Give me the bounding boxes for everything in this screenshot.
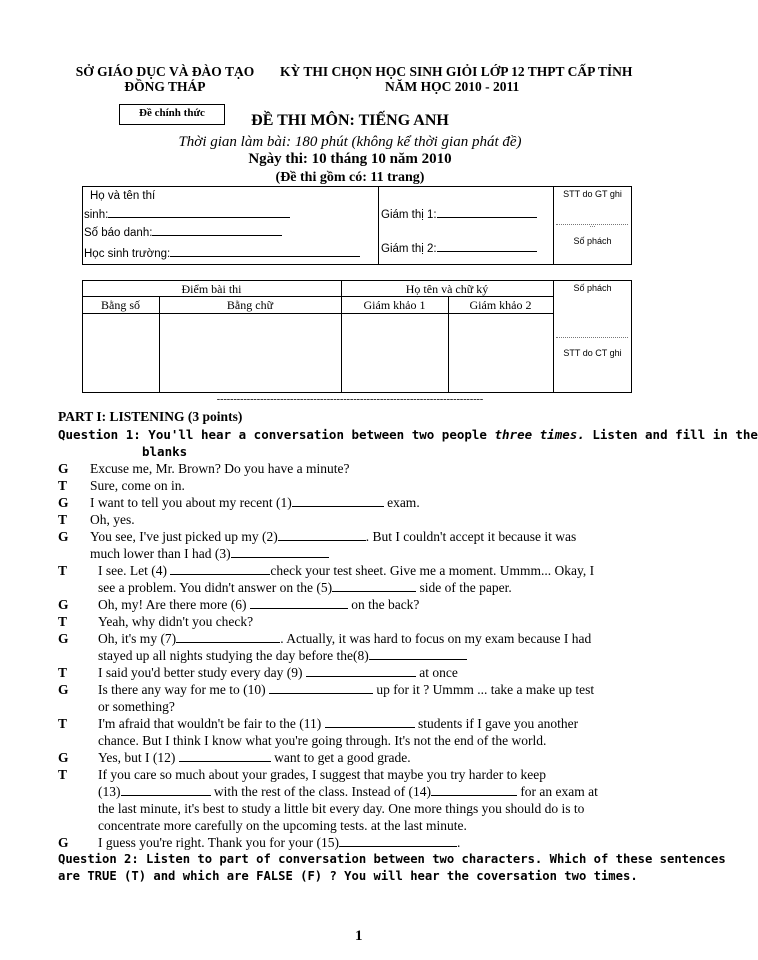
question2-title: Question 2: Listen to part of conversation between two characters. Which of these sentences xyxy=(58,852,726,866)
speaker: G xyxy=(58,461,69,476)
dialogue-line: stayed up all nights studying the day before the(8) xyxy=(98,648,664,664)
dialogue-line: or something? xyxy=(98,699,175,714)
dialogue-line: I guess you're right. Thank you for your (15) . xyxy=(98,835,461,850)
speaker: G xyxy=(58,529,69,544)
dialogue-line: Oh, yes. xyxy=(90,512,135,527)
answer-blank-3[interactable] xyxy=(231,546,329,558)
speaker: T xyxy=(58,563,68,578)
question1-title: Question 1: You'll hear a conversation between two people three times. Listen and fill in the xyxy=(58,427,758,442)
examiner1-field[interactable]: Giám thị 1: xyxy=(381,206,537,221)
dialogue-line: Yeah, why didn't you check? xyxy=(98,614,254,629)
so-phach-label-2: Số phách xyxy=(573,283,612,293)
dialogue-line: Is there any way for me to (10) up for it ? Ummm ... take a make up test xyxy=(98,682,595,697)
dialogue-line: much lower than I had (3) xyxy=(90,546,656,562)
giam-khao-2: Giám khảo 2 xyxy=(469,298,532,312)
speaker: T xyxy=(58,614,68,629)
pages-note: (Đề thi gồm có: 11 trang) xyxy=(275,170,425,185)
page-number: 1 xyxy=(355,928,363,944)
dialogue-line: (13) with the rest of the class. Instead of (14) for an exam at xyxy=(98,784,598,799)
speaker: T xyxy=(58,665,68,680)
school-field[interactable]: Học sinh trường: xyxy=(84,245,360,260)
speaker: G xyxy=(58,495,69,510)
ho-ten-chu-ky: Họ tên và chữ ký xyxy=(405,282,489,296)
question1-title-cont: blanks xyxy=(142,444,188,459)
answer-blank-13[interactable] xyxy=(121,784,211,796)
exam-date: Ngày thi: 10 tháng 10 năm 2010 xyxy=(248,151,452,167)
dialogue-line: see a problem. You didn't answer on the (5) side of the paper. xyxy=(98,580,512,595)
answer-blank-14[interactable] xyxy=(431,784,517,796)
answer-blank-4[interactable] xyxy=(170,563,270,575)
answer-blank-7[interactable] xyxy=(176,631,280,643)
dialogue-line: Sure, come on in. xyxy=(90,478,185,493)
speaker: T xyxy=(58,512,68,527)
speaker: G xyxy=(58,750,69,765)
part1-title: PART I: LISTENING (3 points) xyxy=(58,409,243,424)
dialogue-line: I see. Let (4) check your test sheet. Give me a moment. Ummm... Okay, I xyxy=(98,563,595,578)
answer-blank-12[interactable] xyxy=(179,750,271,762)
answer-blank-1[interactable] xyxy=(292,495,384,507)
speaker: T xyxy=(58,716,68,731)
answer-blank-8[interactable] xyxy=(369,648,467,660)
speaker: T xyxy=(58,478,68,493)
speaker: G xyxy=(58,597,69,612)
answer-blank-2[interactable] xyxy=(278,529,366,541)
bang-chu: Bằng chữ xyxy=(226,298,274,312)
official-label: Đề chính thức xyxy=(139,107,205,119)
speaker: T xyxy=(58,767,68,782)
dots: ... xyxy=(589,222,596,229)
giam-khao-1: Giám khảo 1 xyxy=(363,298,426,312)
answer-blank-10[interactable] xyxy=(269,682,373,694)
dialogue-line: Oh, it's my (7) . Actually, it was hard to focus on my exam because I had xyxy=(98,631,592,646)
time-note: Thời gian làm bài: 180 phút (không kể thời gian phát đề) xyxy=(178,134,522,150)
dialogue-line: concentrate more carefully on the upcoming tests. at the last minute. xyxy=(98,818,467,833)
separator: -------------------------------------------------------------------------------- xyxy=(216,394,484,405)
id-field[interactable]: Số báo danh: xyxy=(84,224,282,239)
dialogue-line: I'm afraid that wouldn't be fair to the (11) students if I gave you another xyxy=(98,716,579,731)
so-phach-label: Số phách xyxy=(573,236,612,246)
dialogue-line: If you care so much about your grades, I suggest that maybe you try harder to keep xyxy=(98,767,546,782)
province-name: ĐỒNG THÁP xyxy=(124,79,206,94)
answer-blank-5[interactable] xyxy=(332,580,416,592)
dialogue-line: Oh, my! Are there more (6) on the back? xyxy=(98,597,420,612)
speaker: G xyxy=(58,682,69,697)
dialogue-line: Excuse me, Mr. Brown? Do you have a minute? xyxy=(90,461,350,476)
name-label-1: Họ và tên thí xyxy=(90,190,156,202)
speaker: G xyxy=(58,835,69,850)
dialogue-line: the last minute, it's best to study a little bit every day. One more things you should do is to xyxy=(98,801,585,816)
question2-title-cont: are TRUE (T) and which are FALSE (F) ? You will hear the coversation two times. xyxy=(58,869,638,883)
stt-ct-label: STT do CT ghi xyxy=(563,348,622,358)
speaker: G xyxy=(58,631,69,646)
answer-blank-6[interactable] xyxy=(250,597,348,609)
dialogue-line: I said you'd better study every day (9) at once xyxy=(98,665,458,680)
dept-name: SỞ GIÁO DỤC VÀ ĐÀO TẠO xyxy=(75,64,255,79)
answer-blank-9[interactable] xyxy=(306,665,416,677)
school-year: NĂM HỌC 2010 - 2011 xyxy=(385,79,520,94)
dialogue-line: You see, I've just picked up my (2) . But I couldn't accept it because it was xyxy=(90,529,577,544)
examiner2-field[interactable]: Giám thị 2: xyxy=(381,240,537,255)
bang-so: Bằng số xyxy=(101,298,140,312)
dialogue-line: Yes, but I (12) want to get a good grade. xyxy=(98,750,411,765)
dialogue-line: chance. But I think I know what you're going through. It's not the end of the world. xyxy=(98,733,547,748)
stt-gt-label: STT do GT ghi xyxy=(563,189,622,199)
exam-title: KỲ THI CHỌN HỌC SINH GIỎI LỚP 12 THPT CẤP TỈNH xyxy=(280,64,633,79)
diem-bai-thi: Điểm bài thi xyxy=(181,282,242,296)
name-field[interactable]: sinh: xyxy=(84,206,290,221)
subject-title: ĐỀ THI MÔN: TIẾNG ANH xyxy=(251,112,449,129)
answer-blank-11[interactable] xyxy=(325,716,415,728)
answer-blank-15[interactable] xyxy=(339,835,457,847)
dialogue-line: I want to tell you about my recent (1) exam. xyxy=(90,495,420,510)
